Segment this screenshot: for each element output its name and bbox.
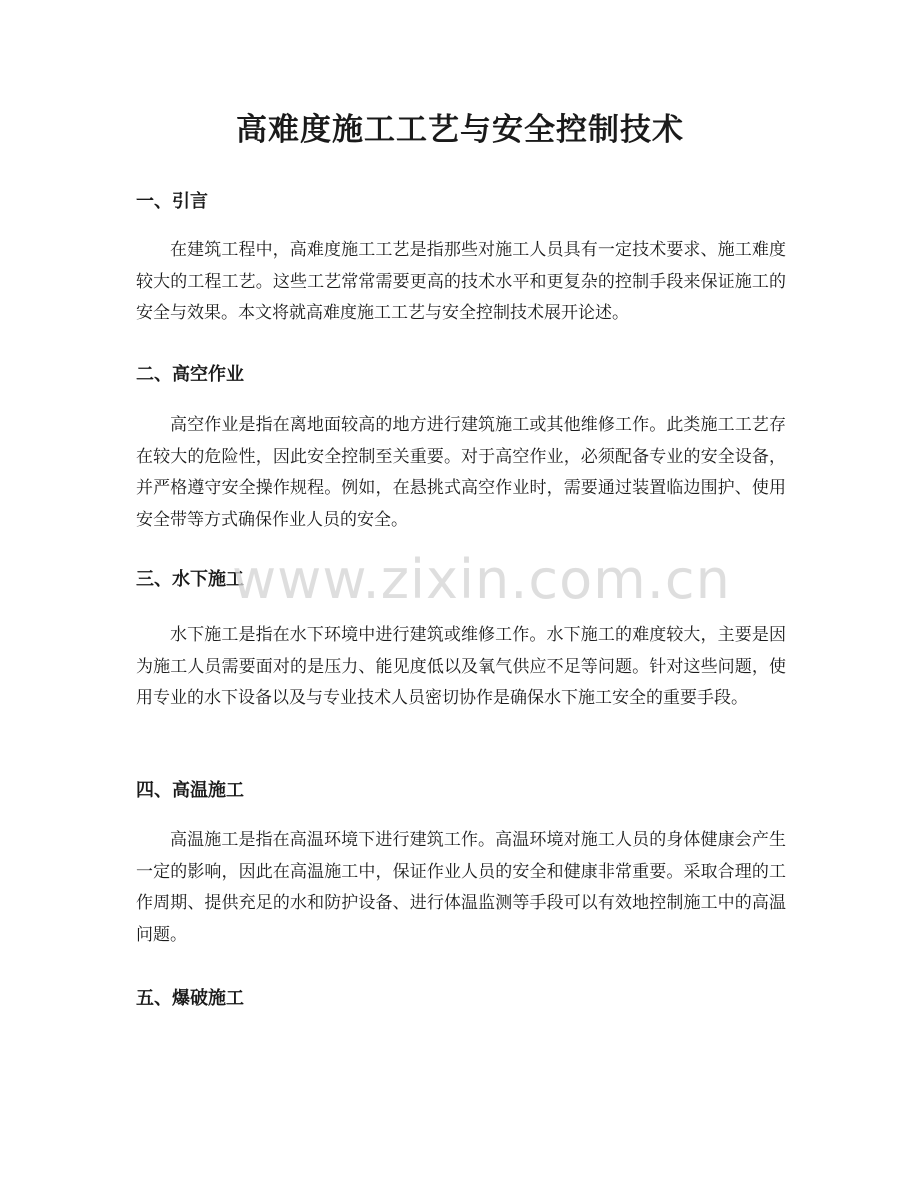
section-heading-underwater: 三、水下施工 — [136, 569, 244, 590]
section-heading-introduction: 一、引言 — [136, 191, 208, 212]
section-heading-high-altitude: 二、高空作业 — [136, 364, 244, 385]
section-heading-blasting: 五、爆破施工 — [136, 988, 244, 1009]
section-paragraph-underwater: 水下施工是指在水下环境中进行建筑或维修工作。水下施工的难度较大，主要是因为施工人员需要面对的是压力、能见度低以及氧气供应不足等问题。针对这些问题，使用专业的水下设备以及与专业技术人员密切协作是确保水下施工安全的重要手段。 — [136, 625, 786, 708]
section-paragraph-high-altitude: 高空作业是指在离地面较高的地方进行建筑施工或其他维修工作。此类施工工艺存在较大的危险性，因此安全控制至关重要。对于高空作业，必须配备专业的安全设备，并严格遵守安全操作规程。例如，在悬挑式高空作业时，需要通过装置临边围护、使用安全带等方式确保作业人员的安全。 — [136, 415, 786, 530]
section-heading-high-temperature: 四、高温施工 — [136, 780, 244, 801]
watermark-text: www.zixin.com.cn — [232, 548, 731, 611]
section-paragraph-introduction: 在建筑工程中，高难度施工工艺是指那些对施工人员具有一定技术要求、施工难度较大的工程工艺。这些工艺常常需要更高的技术水平和更复杂的控制手段来保证施工的安全与效果。本文将就高难度施工工艺与安全控制技术展开论述。 — [136, 240, 786, 323]
section-paragraph-high-temperature: 高温施工是指在高温环境下进行建筑工作。高温环境对施工人员的身体健康会产生一定的影响，因此在高温施工中，保证作业人员的安全和健康非常重要。采取合理的工作周期、提供充足的水和防护设备、进行体温监测等手段可以有效地控制施工中的高温问题。 — [136, 830, 786, 945]
document-title: 高难度施工工艺与安全控制技术 — [236, 112, 684, 148]
